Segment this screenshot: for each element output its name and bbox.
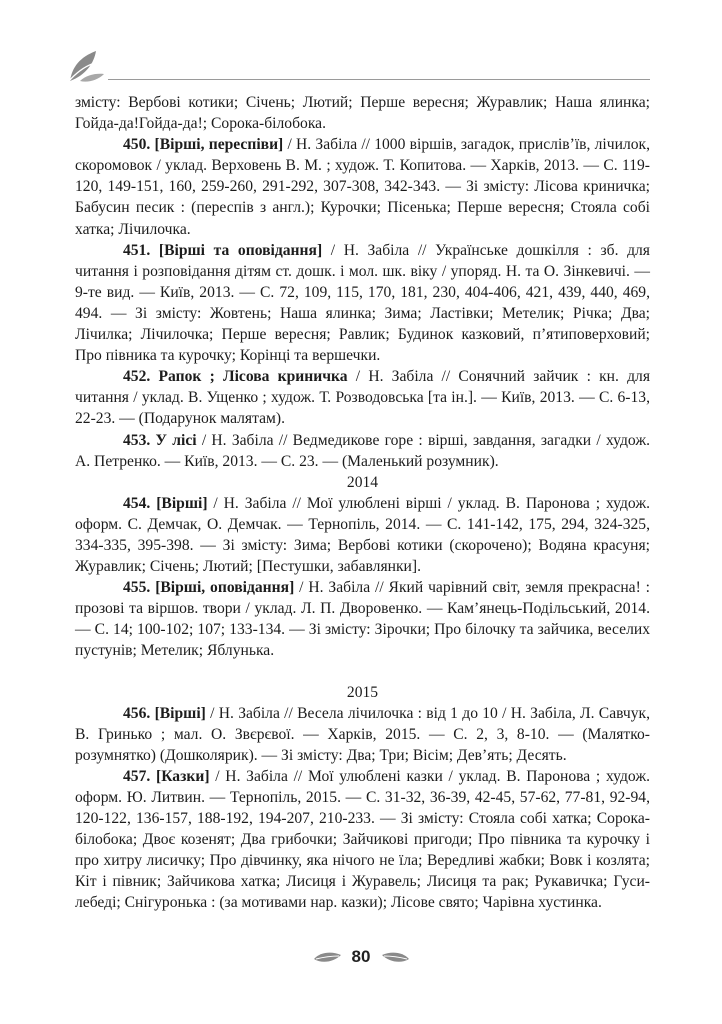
entries-2015 — [75, 703, 650, 914]
entry-title: [Вірші, переспіви] — [154, 136, 284, 154]
bib-entry — [75, 240, 650, 367]
bib-entry — [75, 577, 650, 661]
entry-title: У лісі — [155, 431, 197, 449]
entry-body: / Н. Забіла // Сонячний зайчик : кн. для читання / уклад. В. Ущенко ; худож. Т. Розводовська [та ін.]. — Київ, 2013. — С. 6-13, 22-23. — (Подарунок малятам). — [75, 368, 650, 428]
entry-number: 453. — [123, 431, 151, 449]
bib-entry — [75, 493, 650, 577]
entry-number: 455. — [123, 579, 151, 597]
bibliography-content — [75, 92, 650, 914]
entry-title: Рапок ; Лісова криничка — [158, 368, 348, 386]
entry-body: / Н. Забіла // Українське дошкілля : зб. для читання і розповідання дітям ст. дошк. і мол. шк. віку / упоряд. Н. та О. Зінкевичі. — 9-те вид. — Київ, 2013. — С. 72, 109, 115, 170, 181, 230, 404-406, 421, 439, 440, 469, 494. — Зі змісту: Жовтень; Наша ялинка; Зима; Ластівки; Метелик; Річка; Два; Лічилка; Лічилочка; Перше вересня; Равлик; Будинок казковий, п’ятиповерховий; Про півника та курочку; Корінці та вершечки. — [75, 241, 650, 365]
entries-2014 — [75, 493, 650, 662]
page-number: 80 — [351, 947, 371, 966]
entry-body: / Н. Забіла // 1000 віршів, загадок, прислів’їв, лічилок, скоромовок / уклад. Верховень В. М. ; худож. Т. Копитова. — Харків, 2013. — С. 119-120, 149-151, 160, 259-260, 291-292, 307-308, 342-343. — Зі змісту: Лісова криничка; Бабусин песик : (переспів з англ.); Курочки; Пісенька; Перше вересня; Стояла собі хатка; Лічилочка. — [75, 136, 650, 238]
entry-number: 451. — [123, 241, 151, 259]
continuation-text: змісту: Вербові котики; Січень; Лютий; Перше вересня; Журавлик; Наша ялинка; Гойда-да!Гойда-да!; Сорока-білобока. — [75, 94, 650, 133]
entry-number: 456. — [123, 704, 151, 722]
entry-title: [Казки] — [156, 767, 210, 785]
entry-body: / Н. Забіла // Мої улюблені казки / уклад. В. Паронова ; худож. оформ. Ю. Литвин. — Тернопіль, 2015. — С. 31-32, 36-39, 42-45, 57-62, 77-81, 92-94, 120-122, 136-157, 188-192, 194-207, 210-233. — Зі змісту: Стояла собі хатка; Сорока-білобока; Двоє козенят; Два грибочки; Зайчикові пригоди; Про півника та курочку і про хитру лисичку; Про дівчинку, яка нічого не їла; Вередливі жабки; Вовк і козлята; Кіт і півник; Зайчикова хатка; Лисиця і Журавель; Лисиця та рак; Рукавичка; Гуси-лебеді; Снігуронька : (за мотивами нар. казки); Лісове свято; Чарівна хустинка. — [75, 767, 650, 912]
entries-2013 — [75, 134, 650, 472]
entry-number: 452. — [123, 368, 151, 386]
leaf-icon — [66, 47, 106, 83]
entry-number: 454. — [123, 494, 151, 512]
bib-entry — [75, 766, 650, 914]
header-rule — [108, 79, 650, 80]
entry-body: / Н. Забіла // Весела лічилочка : від 1 до 10 / Н. Забіла, Л. Савчук, В. Гринько ; мал. О. Звєрєвої. — Харків, 2015. — С. 2, 3, 8-10. — (Малятко-розумнятко) (Дошколярик). — Зі змісту: Два; Три; Вісім; Дев’ять; Десять. — [75, 704, 650, 764]
entry-body: / Н. Забіла // Ведмедикове горе : вірші, завдання, загадки / худож. А. Петренко. — Київ, 2013. — С. 23. — (Маленький розумник). — [75, 431, 650, 470]
entry-title: [Вірші, оповідання] — [155, 579, 295, 597]
entry-number: 450. — [123, 136, 151, 154]
bib-entry — [75, 134, 650, 239]
year-heading-2014: 2014 — [346, 473, 379, 491]
entry-title: [Вірші та оповідання] — [158, 241, 323, 259]
entry-body: / Н. Забіла // Мої улюблені вірші / уклад. В. Паронова ; худож. оформ. С. Демчак, О. Демчак. — Тернопіль, 2014. — С. 141-142, 175, 294, 324-325, 334-335, 395-398. — Зі змісту: Зима; Вербові котики (скорочено); Водяна красуня; Журавлик; Січень; Лютий; [Пестушки, забавлянки]. — [75, 494, 650, 576]
bib-entry — [75, 703, 650, 766]
bib-entry — [75, 430, 650, 472]
page-header — [0, 0, 722, 100]
entry-title: [Вірші] — [156, 494, 208, 512]
bib-entry — [75, 366, 650, 429]
entry-body: / Н. Забіла // Який чарівний світ, земля прекрасна! : прозові та віршов. твори / уклад. Л. П. Дворовенко. — Кам’янець-Подільський, 2014. — С. 14; 100-102; 107; 133-134. — Зі змісту: Зірочки; Про білочку та зайчика, веселих пустунів; Метелик; Яблунька. — [75, 579, 651, 660]
leaf-ornament-right-icon — [381, 950, 411, 966]
page-footer — [0, 945, 722, 975]
year-heading-2015: 2015 — [346, 683, 379, 701]
entry-title: [Вірші] — [154, 704, 206, 722]
entry-number: 457. — [123, 767, 151, 785]
